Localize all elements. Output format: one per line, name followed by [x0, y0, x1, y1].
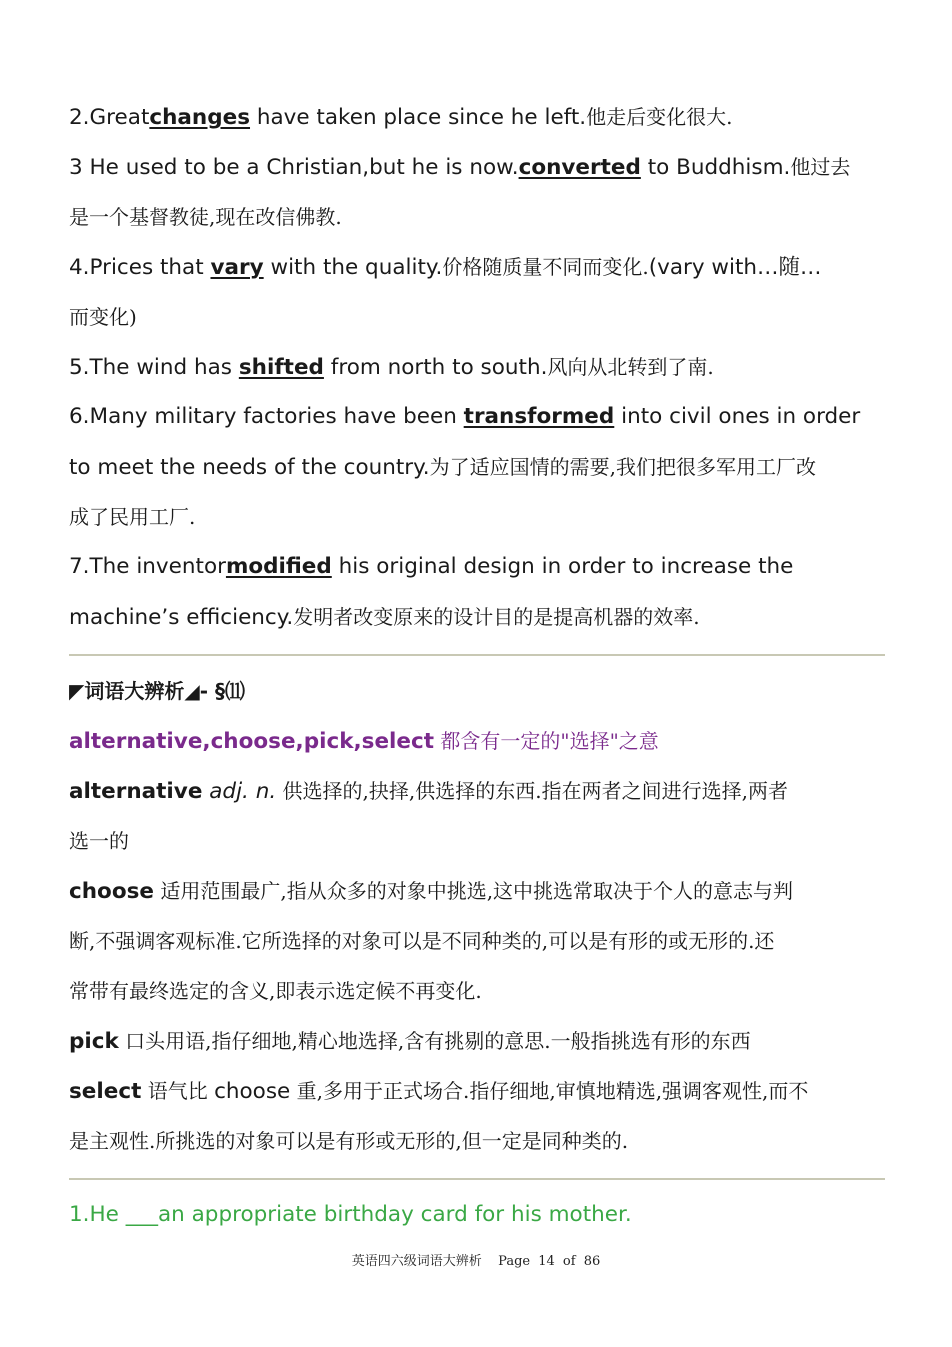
entry-choose-cont2: 常带有最终选定的含义,即表示选定候不再变化. [69, 979, 482, 1003]
entry-select: select 语气比 choose 重,多用于正式场合.指仔细地,审慎地精选,强调客观性,而不 [69, 1079, 809, 1104]
entry-choose-cont: 断,不强调客观标准.它所选择的对象可以是不同种类的,可以是有形的或无形的.还 [69, 929, 775, 953]
footer-page-number: 14 [538, 1254, 555, 1269]
section-heading: ◤词语大辨析◢- §⑾ [69, 679, 246, 703]
example-line-4: 4.Prices that vary with the quality.价格随质量不同而变化.(vary with…随… [69, 255, 822, 280]
example-line-6: 6.Many military factories have been transformed into civil ones in order [69, 404, 861, 429]
entry-alternative-cont: 选一的 [69, 829, 129, 853]
keyword-changes: changes [149, 105, 251, 130]
example-line-3-cont: 是一个基督教徒,现在改信佛教. [69, 205, 342, 229]
example-line-4-cont: 而变化) [69, 305, 137, 329]
footer-page-total: 86 [583, 1254, 601, 1269]
example-line-6-cont2: 成了民用工厂. [69, 505, 196, 529]
keyword-vary: vary [210, 255, 264, 280]
example-line-2: 2.Greatchanges have taken place since he left.他走后变化很大. [69, 105, 733, 130]
example-line-3: 3 He used to be a Christian,but he is now.converted to Buddhism.他过去 [69, 155, 851, 180]
footer-page-label: Page [498, 1254, 531, 1269]
example-line-7-cont: machine’s efficiency.发明者改变原来的设计目的是提高机器的效率. [69, 605, 700, 630]
example-line-7: 7.The inventormodified his original design in order to increase the [69, 554, 794, 579]
page-footer [0, 1250, 952, 1269]
divider [69, 654, 885, 656]
footer-title: 英语四六级词语大辨析 [351, 1254, 482, 1269]
keyword-modified: modified [225, 554, 332, 579]
entry-select-cont: 是主观性.所挑选的对象可以是有形或无形的,但一定是同种类的. [69, 1129, 629, 1153]
example-line-5: 5.The wind has shifted from north to south.风向从北转到了南. [69, 355, 714, 380]
document-body [69, 92, 885, 1240]
footer-of-label: of [562, 1254, 576, 1269]
keyword-shifted: shifted [238, 355, 324, 380]
summary-line: alternative,choose,pick,select 都含有一定的"选择"之意 [69, 729, 659, 754]
triangle-marker-icon: ◢ [184, 679, 200, 703]
divider [69, 1178, 885, 1180]
entry-alternative: alternative adj. n. 供选择的,抉择,供选择的东西.指在两者之间进行选择,两者 [69, 779, 788, 804]
example-line-6-cont: to meet the needs of the country.为了适应国情的需要,我们把很多军用工厂改 [69, 455, 816, 480]
triangle-marker-icon: ◤ [69, 679, 85, 703]
entry-choose: choose 适用范围最广,指从众多的对象中挑选,这中挑选常取决于个人的意志与判 [69, 879, 794, 904]
keyword-transformed: transformed [463, 404, 615, 429]
entry-pick: pick 口头用语,指仔细地,精心地选择,含有挑剔的意思.一般指挑选有形的东西 [69, 1029, 751, 1054]
exercise-line: 1.He ___an appropriate birthday card for his mother. [69, 1202, 632, 1227]
keyword-converted: converted [518, 155, 641, 180]
